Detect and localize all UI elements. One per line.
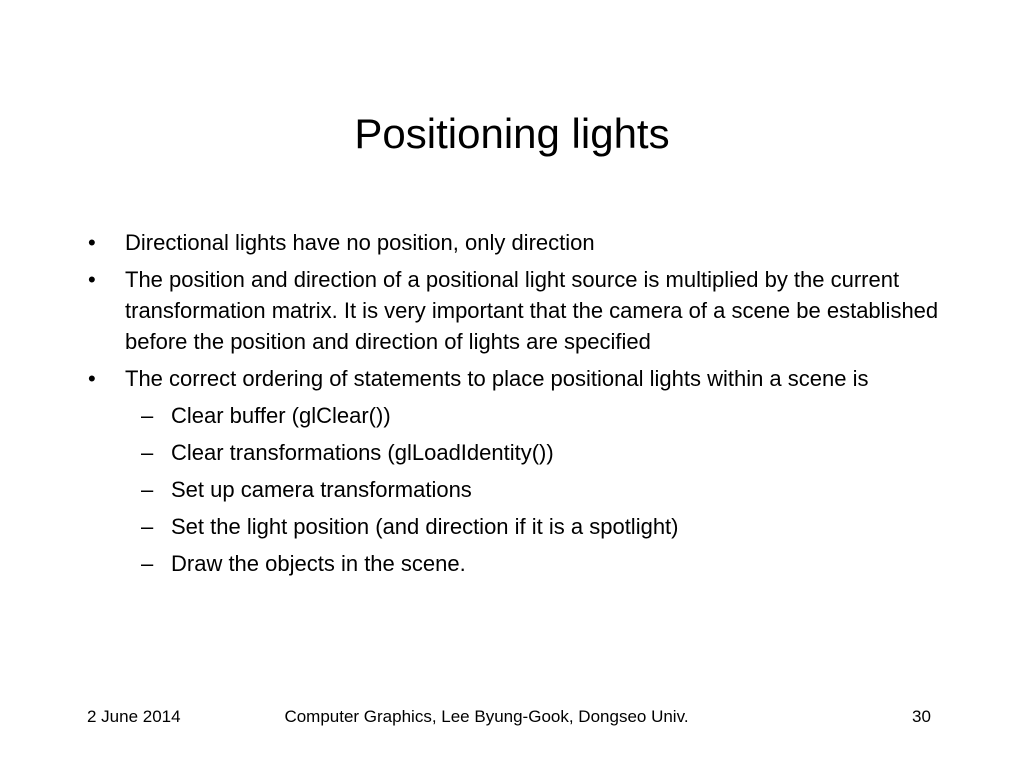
sub-bullet-marker: – (141, 551, 154, 576)
sub-bullet-item (88, 474, 948, 505)
bullet-item (88, 227, 948, 258)
sub-bullet-text: Clear buffer (glClear()) (171, 403, 391, 428)
sub-bullet-marker: – (141, 440, 154, 465)
sub-bullet-text: Draw the objects in the scene. (171, 551, 466, 576)
sub-bullet-text: Set up camera transformations (171, 477, 472, 502)
sub-bullet-item (88, 400, 948, 431)
footer-course-info: Computer Graphics, Lee Byung-Gook, Dongseo Univ. (284, 707, 689, 726)
sub-bullet-marker: – (141, 514, 154, 539)
sub-bullet-item (88, 511, 948, 542)
bullet-text: The correct ordering of statements to place positional lights within a scene is (125, 366, 869, 391)
slide-body (88, 227, 948, 585)
bullet-item (88, 264, 948, 357)
sub-bullet-marker: – (141, 477, 154, 502)
bullet-marker: • (88, 366, 96, 391)
bullet-marker: • (88, 267, 96, 292)
slide-title: Positioning lights (354, 110, 670, 157)
footer-page-number: 30 (912, 707, 931, 726)
sub-bullet-item (88, 548, 948, 579)
sub-bullet-text: Set the light position (and direction if it is a spotlight) (171, 514, 679, 539)
footer-date: 2 June 2014 (87, 707, 181, 726)
bullet-text: Directional lights have no position, only direction (125, 230, 595, 255)
bullet-item (88, 363, 948, 394)
sub-bullet-marker: – (141, 403, 154, 428)
bullet-marker: • (88, 230, 96, 255)
sub-bullet-item (88, 437, 948, 468)
sub-bullet-text: Clear transformations (glLoadIdentity()) (171, 440, 554, 465)
bullet-text: The position and direction of a positional light source is multiplied by the current transformation matrix. It is very important that the camera of a scene be established before the position and direction of lights are specified (125, 267, 939, 354)
